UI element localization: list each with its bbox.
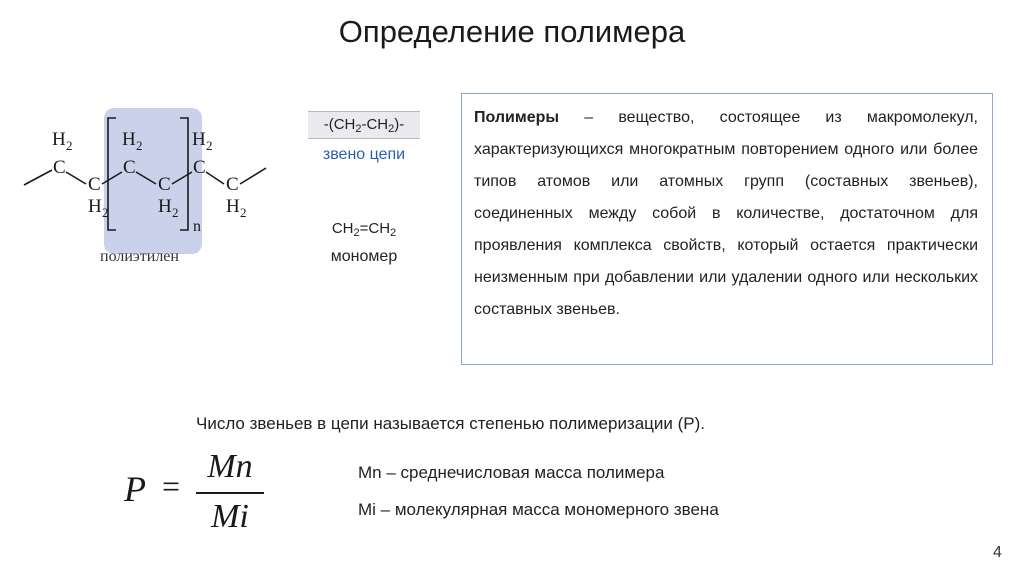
chain-unit-caption: звено цепи xyxy=(322,146,406,163)
subscript-2: 2 xyxy=(172,205,179,220)
atom-c: C xyxy=(193,157,206,178)
definition-body: – вещество, состоящее из макромолекул, характеризующихся многократным повторением одного или более типов атомов или атомных групп (составных звеньев), соединенных между собой в количестве, достаточном для проявления комплекса свойств, который остается практически неизменным при добавлении или удалении одного или нескольких составных звеньев. xyxy=(474,109,978,318)
atom-c: C xyxy=(53,157,66,178)
left-bracket xyxy=(108,118,116,230)
polyethylene-caption: полиэтилен xyxy=(100,248,179,265)
legend-mi: Mi – молекулярная масса мономерного звена xyxy=(358,500,719,519)
chain-bond xyxy=(172,172,192,184)
polymerization-formula xyxy=(124,448,264,538)
legend-mn: Mn – среднечисловая масса полимера xyxy=(358,463,665,482)
monomer-caption: мономер xyxy=(330,248,398,265)
slide-title: Определение полимера xyxy=(338,14,686,49)
definition-text xyxy=(474,102,978,326)
subscript-2: 2 xyxy=(102,205,109,220)
atom-c: C xyxy=(123,157,136,178)
chain-bond xyxy=(66,172,86,184)
monomer-formula xyxy=(300,220,428,239)
atom-h: H xyxy=(226,196,240,217)
formula-subscript: 2 xyxy=(390,227,397,239)
atom-h: H xyxy=(52,129,66,150)
subscript-2: 2 xyxy=(66,138,73,153)
page-number: 4 xyxy=(993,544,1002,561)
formula-subscript: 2 xyxy=(388,123,395,135)
fraction-bar xyxy=(196,492,264,494)
chain-bond xyxy=(206,172,224,184)
chain-bond xyxy=(240,168,266,184)
formula-part: =CH xyxy=(359,220,391,237)
formula-part: -(CH xyxy=(323,116,356,133)
chain-bond xyxy=(102,172,122,184)
atom-h: H xyxy=(122,129,136,150)
formula-part: )- xyxy=(394,116,405,133)
formula-denominator: Mi xyxy=(211,498,249,535)
subscript-2: 2 xyxy=(240,205,247,220)
atom-c: C xyxy=(158,174,171,195)
formula-subscript: 2 xyxy=(355,123,362,135)
atom-h: H xyxy=(192,129,206,150)
subscript-2: 2 xyxy=(136,138,143,153)
formula-part: CH xyxy=(331,220,354,237)
formula-numerator: Mn xyxy=(207,448,253,485)
definition-box xyxy=(461,93,993,365)
subscript-2: 2 xyxy=(206,138,213,153)
polymerization-degree-text: Число звеньев в цепи называется степенью полимеризации (P). xyxy=(196,414,706,433)
atom-h: H xyxy=(158,196,172,217)
chain-bond xyxy=(136,172,156,184)
atom-c: C xyxy=(226,174,239,195)
atom-c: C xyxy=(88,174,101,195)
chain-bond xyxy=(24,170,52,185)
right-bracket xyxy=(180,118,188,230)
definition-term: Полимеры xyxy=(474,109,560,126)
formula-equals: = xyxy=(162,468,181,504)
repeat-index: n xyxy=(193,218,201,235)
formula-subscript: 2 xyxy=(353,227,360,239)
formula-lhs: P xyxy=(124,469,146,509)
atom-h: H xyxy=(88,196,102,217)
chain-unit-formula xyxy=(308,111,420,139)
formula-part: -CH xyxy=(361,116,389,133)
